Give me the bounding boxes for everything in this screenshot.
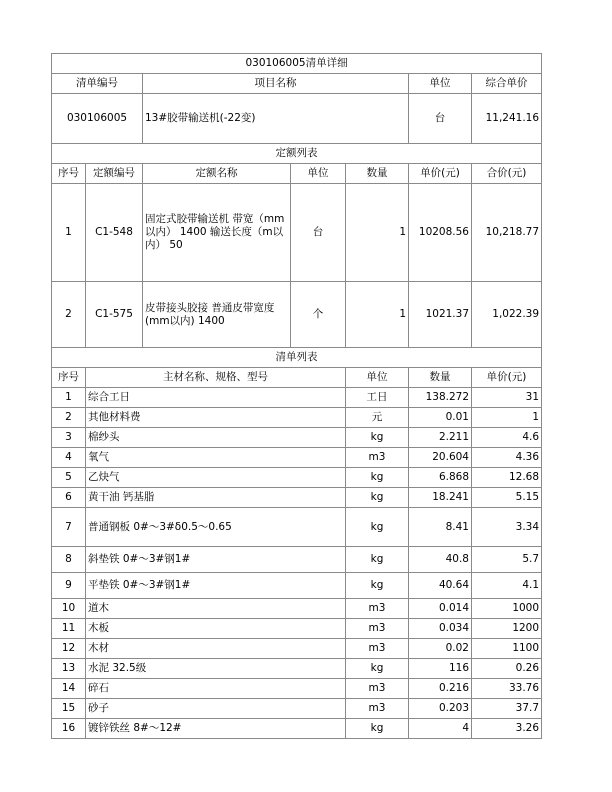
quota-section-title: 定额列表 xyxy=(52,144,542,164)
bill-unit: 台 xyxy=(409,94,472,144)
bill-detail-table xyxy=(51,53,542,739)
material-no: 1 xyxy=(52,388,86,408)
material-unit: kg xyxy=(346,508,409,547)
material-qty: 0.034 xyxy=(409,619,472,639)
quota-col-qty: 数量 xyxy=(346,164,409,184)
material-no: 2 xyxy=(52,408,86,428)
material-row xyxy=(52,547,542,573)
material-no: 6 xyxy=(52,488,86,508)
quota-unit: 个 xyxy=(291,282,346,348)
material-unit: kg xyxy=(346,719,409,739)
material-qty: 40.64 xyxy=(409,573,472,599)
material-no: 4 xyxy=(52,448,86,468)
material-name: 水泥 32.5级 xyxy=(86,659,346,679)
quota-name: 皮带接头胶接 普通皮带宽度(mm以内) 1400 xyxy=(143,282,291,348)
quota-no: 2 xyxy=(52,282,86,348)
material-row xyxy=(52,679,542,699)
material-row xyxy=(52,573,542,599)
quota-qty: 1 xyxy=(346,184,409,282)
quota-unit: 台 xyxy=(291,184,346,282)
material-price: 1100 xyxy=(472,639,542,659)
quota-name: 固定式胶带输送机 带宽（mm以内） 1400 输送长度（m以内） 50 xyxy=(143,184,291,282)
quota-col-code: 定额编号 xyxy=(86,164,143,184)
material-price: 37.7 xyxy=(472,699,542,719)
materials-header-row xyxy=(52,368,542,388)
material-unit: kg xyxy=(346,428,409,448)
material-name: 碎石 xyxy=(86,679,346,699)
material-no: 15 xyxy=(52,699,86,719)
quota-col-unit: 单位 xyxy=(291,164,346,184)
material-no: 11 xyxy=(52,619,86,639)
material-qty: 2.211 xyxy=(409,428,472,448)
material-name: 普通钢板 0#～3#δ0.5～0.65 xyxy=(86,508,346,547)
material-price: 5.7 xyxy=(472,547,542,573)
material-row xyxy=(52,599,542,619)
material-unit: kg xyxy=(346,488,409,508)
header-col-code: 清单编号 xyxy=(52,74,143,94)
material-row xyxy=(52,448,542,468)
materials-section-title: 清单列表 xyxy=(52,348,542,368)
material-price: 3.34 xyxy=(472,508,542,547)
materials-col-price: 单价(元) xyxy=(472,368,542,388)
material-name: 乙炔气 xyxy=(86,468,346,488)
bill-code: 030106005 xyxy=(52,94,143,144)
material-price: 1000 xyxy=(472,599,542,619)
material-no: 7 xyxy=(52,508,86,547)
quota-row xyxy=(52,282,542,348)
material-qty: 6.868 xyxy=(409,468,472,488)
material-qty: 8.41 xyxy=(409,508,472,547)
material-no: 8 xyxy=(52,547,86,573)
quota-total: 10,218.77 xyxy=(472,184,542,282)
material-unit: 元 xyxy=(346,408,409,428)
material-name: 黄干油 钙基脂 xyxy=(86,488,346,508)
material-unit: kg xyxy=(346,547,409,573)
material-name: 镀锌铁丝 8#～12# xyxy=(86,719,346,739)
material-unit: kg xyxy=(346,573,409,599)
material-row xyxy=(52,488,542,508)
material-price: 1 xyxy=(472,408,542,428)
material-no: 14 xyxy=(52,679,86,699)
quota-col-no: 序号 xyxy=(52,164,86,184)
quota-code: C1-548 xyxy=(86,184,143,282)
material-unit: m3 xyxy=(346,679,409,699)
material-unit: kg xyxy=(346,659,409,679)
material-price: 12.68 xyxy=(472,468,542,488)
material-row xyxy=(52,408,542,428)
material-price: 4.6 xyxy=(472,428,542,448)
material-name: 道木 xyxy=(86,599,346,619)
quota-col-total: 合价(元) xyxy=(472,164,542,184)
materials-col-name: 主材名称、规格、型号 xyxy=(86,368,346,388)
material-unit: m3 xyxy=(346,619,409,639)
material-unit: 工日 xyxy=(346,388,409,408)
material-row xyxy=(52,428,542,448)
material-no: 13 xyxy=(52,659,86,679)
header-col-unit: 单位 xyxy=(409,74,472,94)
material-qty: 20.604 xyxy=(409,448,472,468)
material-no: 12 xyxy=(52,639,86,659)
material-qty: 0.02 xyxy=(409,639,472,659)
material-price: 31 xyxy=(472,388,542,408)
material-row xyxy=(52,508,542,547)
material-qty: 4 xyxy=(409,719,472,739)
material-price: 33.76 xyxy=(472,679,542,699)
materials-col-qty: 数量 xyxy=(409,368,472,388)
quota-no: 1 xyxy=(52,184,86,282)
material-unit: m3 xyxy=(346,599,409,619)
material-name: 木板 xyxy=(86,619,346,639)
material-no: 3 xyxy=(52,428,86,448)
material-row xyxy=(52,468,542,488)
material-price: 5.15 xyxy=(472,488,542,508)
quota-col-name: 定额名称 xyxy=(143,164,291,184)
material-qty: 138.272 xyxy=(409,388,472,408)
quota-row xyxy=(52,184,542,282)
material-row xyxy=(52,639,542,659)
material-price: 4.1 xyxy=(472,573,542,599)
quota-header-row xyxy=(52,164,542,184)
quota-total: 1,022.39 xyxy=(472,282,542,348)
material-no: 5 xyxy=(52,468,86,488)
material-no: 9 xyxy=(52,573,86,599)
material-qty: 40.8 xyxy=(409,547,472,573)
material-row xyxy=(52,659,542,679)
quota-price: 10208.56 xyxy=(409,184,472,282)
material-no: 10 xyxy=(52,599,86,619)
material-name: 斜垫铁 0#～3#钢1# xyxy=(86,547,346,573)
bill-price: 11,241.16 xyxy=(472,94,542,144)
quota-price: 1021.37 xyxy=(409,282,472,348)
material-unit: m3 xyxy=(346,639,409,659)
material-name: 砂子 xyxy=(86,699,346,719)
material-price: 1200 xyxy=(472,619,542,639)
material-unit: m3 xyxy=(346,448,409,468)
material-name: 氧气 xyxy=(86,448,346,468)
material-name: 棉纱头 xyxy=(86,428,346,448)
bill-name: 13#胶带输送机(-22变) xyxy=(143,94,409,144)
header-col-name: 项目名称 xyxy=(143,74,409,94)
material-row xyxy=(52,619,542,639)
material-price: 3.26 xyxy=(472,719,542,739)
material-name: 木材 xyxy=(86,639,346,659)
material-unit: m3 xyxy=(346,699,409,719)
material-qty: 0.216 xyxy=(409,679,472,699)
material-qty: 0.014 xyxy=(409,599,472,619)
header-col-price: 综合单价 xyxy=(472,74,542,94)
material-price: 0.26 xyxy=(472,659,542,679)
materials-col-no: 序号 xyxy=(52,368,86,388)
material-qty: 116 xyxy=(409,659,472,679)
material-qty: 0.01 xyxy=(409,408,472,428)
quota-qty: 1 xyxy=(346,282,409,348)
quota-code: C1-575 xyxy=(86,282,143,348)
material-row xyxy=(52,719,542,739)
material-no: 16 xyxy=(52,719,86,739)
material-unit: kg xyxy=(346,468,409,488)
material-qty: 18.241 xyxy=(409,488,472,508)
table-body xyxy=(52,54,542,739)
material-name: 综合工日 xyxy=(86,388,346,408)
material-name: 其他材料费 xyxy=(86,408,346,428)
page-title: 030106005清单详细 xyxy=(52,54,542,74)
material-qty: 0.203 xyxy=(409,699,472,719)
material-row xyxy=(52,388,542,408)
material-price: 4.36 xyxy=(472,448,542,468)
material-name: 平垫铁 0#～3#钢1# xyxy=(86,573,346,599)
materials-col-unit: 单位 xyxy=(346,368,409,388)
quota-col-price: 单价(元) xyxy=(409,164,472,184)
material-row xyxy=(52,699,542,719)
